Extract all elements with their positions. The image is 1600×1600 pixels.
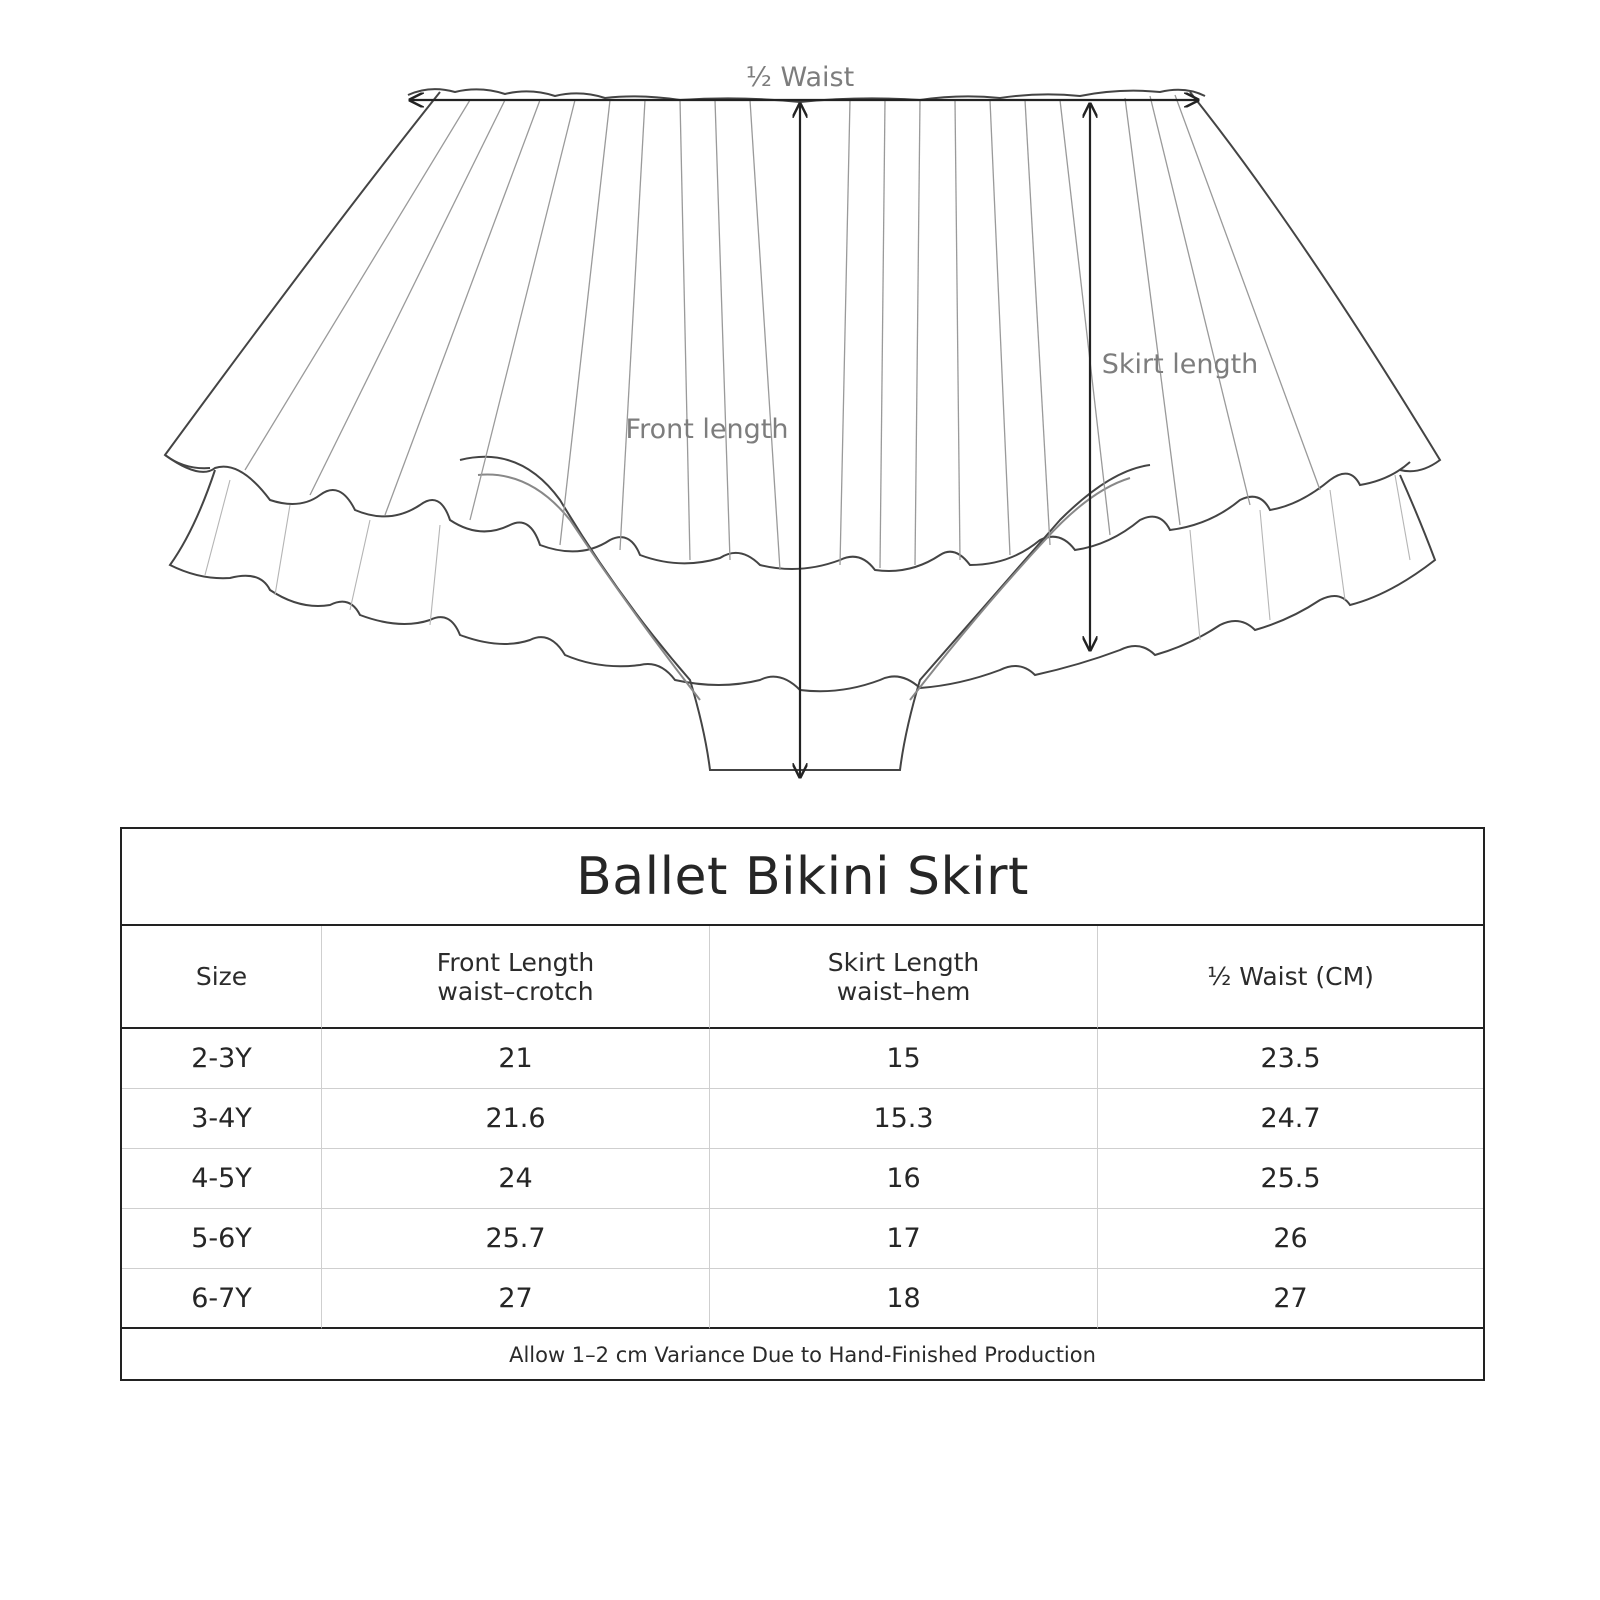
table-cell: 24 <box>322 1149 710 1209</box>
header-skirt-length-sub: waist–hem <box>836 976 971 1006</box>
header-half-waist-label: ½ Waist (CM) <box>1207 962 1374 991</box>
skirt-sketch <box>165 89 1440 770</box>
measurement-arrows <box>410 100 1198 777</box>
table-cell: 6-7Y <box>122 1269 322 1329</box>
variance-note: Allow 1–2 cm Variance Due to Hand-Finished Production <box>509 1342 1096 1367</box>
table-cell: 5-6Y <box>122 1209 322 1269</box>
size-chart-table <box>120 827 1485 1381</box>
table-title: Ballet Bikini Skirt <box>576 846 1029 907</box>
table-header-row <box>122 926 1483 1029</box>
table-cell: 21.6 <box>322 1089 710 1149</box>
table-cell: 15.3 <box>710 1089 1098 1149</box>
table-cell: 16 <box>710 1149 1098 1209</box>
table-cell: 27 <box>322 1269 710 1329</box>
table-cell: 23.5 <box>1098 1029 1483 1089</box>
header-half-waist <box>1098 926 1483 1029</box>
header-front-length-label: Front Length <box>436 947 595 977</box>
table-cell: 2-3Y <box>122 1029 322 1089</box>
header-skirt-length <box>710 926 1098 1029</box>
table-cell: 26 <box>1098 1209 1483 1269</box>
half-waist-label: ½ Waist <box>745 62 855 93</box>
header-size-label: Size <box>195 962 248 991</box>
table-cell: 21 <box>322 1029 710 1089</box>
header-front-length <box>322 926 710 1029</box>
header-skirt-length-label: Skirt Length <box>827 947 980 977</box>
table-cell: 18 <box>710 1269 1098 1329</box>
skirt-length-label: Skirt length <box>1101 349 1259 380</box>
table-cell: 27 <box>1098 1269 1483 1329</box>
header-front-length-sub: waist–crotch <box>437 976 594 1006</box>
front-length-label: Front length <box>625 414 789 445</box>
table-title-row <box>122 829 1483 926</box>
table-body <box>122 1029 1483 1329</box>
table-cell: 24.7 <box>1098 1089 1483 1149</box>
table-cell: 25.7 <box>322 1209 710 1269</box>
table-cell: 4-5Y <box>122 1149 322 1209</box>
table-cell: 15 <box>710 1029 1098 1089</box>
table-cell: 3-4Y <box>122 1089 322 1149</box>
header-size <box>122 926 322 1029</box>
table-cell: 17 <box>710 1209 1098 1269</box>
table-cell: 25.5 <box>1098 1149 1483 1209</box>
